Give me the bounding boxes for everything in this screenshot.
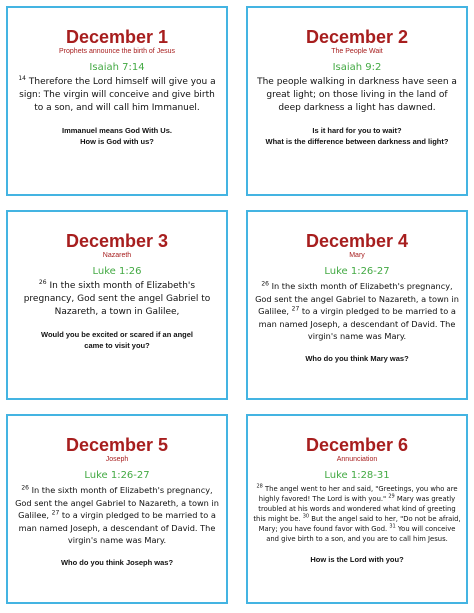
verse-number: 26 [38,279,47,286]
question-line: Who do you think Joseph was? [60,557,174,567]
scripture-reference: Luke 1:26-27 [84,470,150,481]
reflection-question [248,554,466,565]
verse-body: The people walking in darkness have seen a great light; on those living in the land of deep darkness a light has dawned. [257,77,457,113]
verse-body: In the sixth month of Elizabeth's pregnancy, God sent the angel Gabriel to Nazareth, a town in Galilee, [23,281,211,317]
verse-text [8,280,226,319]
verse-text [8,76,226,115]
question-line: came to visit you? [84,341,150,350]
card-title: December 1 [65,27,169,47]
verse-body: But the angel said to her, "Do not be afraid, Mary; you have found favor with God. [258,515,461,533]
verse-text [248,76,466,115]
card-december-4 [246,210,468,400]
verse-body: The angel went to her and said, "Greetings, you who are highly favored! The Lord is with you." [258,485,458,503]
verse-number: 27 [51,509,60,517]
card-december-2 [246,6,468,196]
verse-text [8,484,226,547]
verse-body: Mary was greatly troubled at his words and wondered what kind of greeting this might be. [253,495,456,523]
verse-body: Therefore the Lord himself will give you a sign: The virgin will conceive and give birth to a son, and will call him Immanuel. [19,77,216,113]
reflection-question [248,353,466,364]
scripture-reference: Luke 1:26-27 [324,266,390,277]
reflection-question [8,557,226,568]
verse-number: 26 [261,280,269,288]
verse-number: 30 [302,513,310,520]
reflection-question [248,125,466,147]
card-subtitle: Nazareth [102,252,132,259]
card-december-5 [6,414,228,604]
verse-body: to a virgin pledged to be married to a man named Joseph, a descendant of David. The virgin's name was Mary. [258,306,456,341]
verse-body: In the sixth month of Elizabeth's pregnancy, God sent the angel Gabriel to Nazareth, a town in Galilee, [255,281,459,316]
verse-body: to a virgin pledged to be married to a man named Joseph, a descendant of David. The virgin's name was Mary. [18,510,216,545]
card-title: December 3 [65,231,169,251]
reflection-question [8,125,226,147]
question-line: How is God with us? [80,137,154,146]
card-title: December 4 [305,231,409,251]
scripture-reference: Luke 1:28-31 [324,470,390,481]
verse-text [248,484,466,544]
card-subtitle: The People Wait [331,48,383,55]
verse-text [248,280,466,343]
card-subtitle: Annunciation [336,456,378,463]
card-title: December 6 [305,435,409,455]
verse-number: 31 [389,523,396,530]
question-line: What is the difference between darkness and light? [265,137,449,146]
verse-number: 26 [21,484,29,492]
question-line: Would you be excited or scared if an angel [41,330,193,339]
card-title: December 5 [65,435,169,455]
question-line: Who do you think Mary was? [305,353,409,363]
question-line: Is it hard for you to wait? [312,126,402,135]
card-subtitle: Mary [349,252,365,259]
verse-number: 28 [256,483,263,490]
card-title: December 2 [305,27,409,47]
scripture-reference: Isaiah 9:2 [332,62,382,73]
scripture-reference: Isaiah 7:14 [89,62,145,73]
verse-number: 14 [18,75,26,82]
card-subtitle: Prophets announce the birth of Jesus [59,48,175,55]
verse-body: You will conceive and give birth to a son, and you are to call him Jesus. [266,525,456,543]
question-line: Immanuel means God With Us. [62,126,172,135]
question-line: How is the Lord with you? [310,555,404,564]
card-december-3 [6,210,228,400]
reflection-question [8,329,226,351]
card-december-6 [246,414,468,604]
verse-body: In the sixth month of Elizabeth's pregnancy, God sent the angel Gabriel to Nazareth, a town in Galilee, [15,485,219,520]
scripture-reference: Luke 1:26 [92,266,142,277]
card-december-1 [6,6,228,196]
card-subtitle: Joseph [105,456,129,463]
verse-number: 29 [388,493,395,500]
verse-number: 27 [291,305,300,313]
